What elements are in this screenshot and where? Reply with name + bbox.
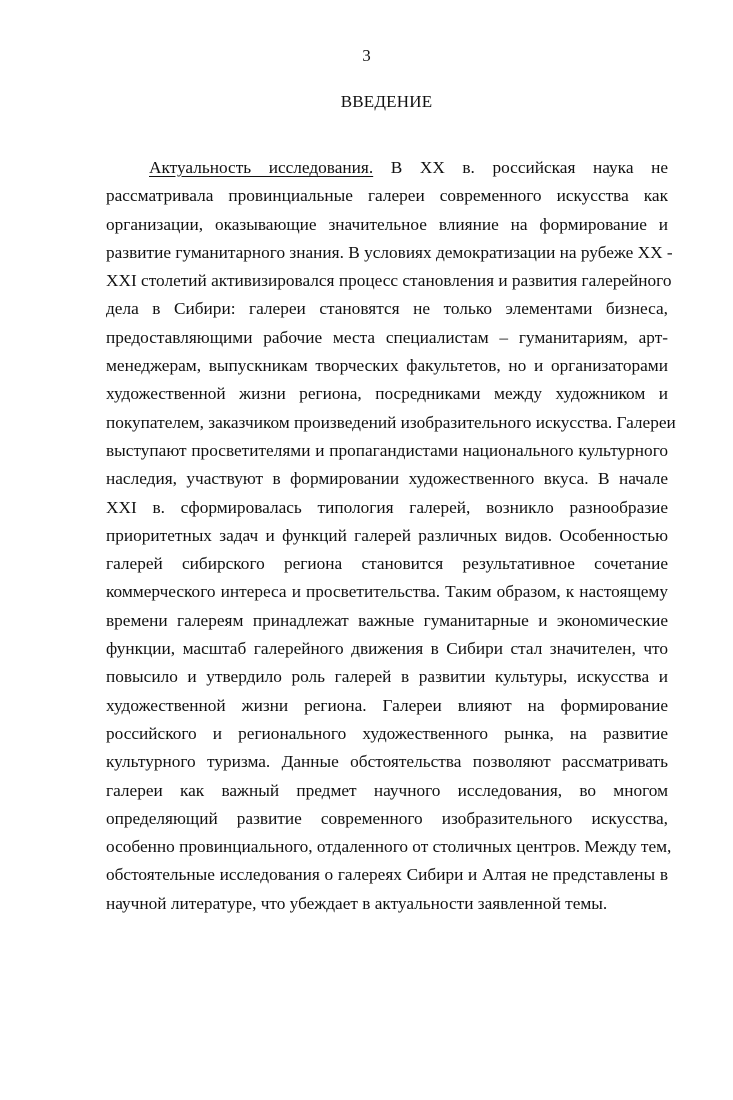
paragraph-line: художественной жизни региона, посредниками между художником и xyxy=(106,384,668,404)
paragraph-line: рассматривала провинциальные галереи современного искусства как xyxy=(106,186,668,206)
paragraph-line: особенно провинциального, отдаленного от столичных центров. Между тем, xyxy=(106,837,672,857)
page-number: 3 xyxy=(362,46,371,65)
paragraph-line: менеджерам, выпускникам творческих факультетов, но и организаторами xyxy=(106,356,668,376)
paragraph-line: организации, оказывающие значительное влияние на формирование и xyxy=(106,214,668,234)
paragraph-line: времени галереям принадлежат важные гуманитарные и экономические xyxy=(106,610,668,630)
paragraph-first-line-rest: В XX в. российская наука не xyxy=(373,158,668,177)
body-paragraph xyxy=(106,154,676,918)
paragraph-first-line xyxy=(106,154,668,182)
paragraph-line: выступают просветителями и пропагандистами национального культурного xyxy=(106,440,668,460)
paragraph-line: XXI в. сформировалась типология галерей, возникло разнообразие xyxy=(106,497,668,517)
paragraph-line: галереи как важный предмет научного исследования, во многом xyxy=(106,780,668,800)
paragraph-line: развитие гуманитарного знания. В условиях демократизации на рубеже XX - xyxy=(106,242,673,262)
paragraph-line: художественной жизни региона. Галереи влияют на формирование xyxy=(106,695,668,715)
paragraph-line: повысило и утвердило роль галерей в развитии культуры, искусства и xyxy=(106,667,668,687)
paragraph-line: покупателем, заказчиком произведений изобразительного искусства. Галереи xyxy=(106,412,676,432)
paragraph-line: дела в Сибири: галереи становятся не только элементами бизнеса, xyxy=(106,299,668,319)
paragraph-line: российского и регионального художественного рынка, на развитие xyxy=(106,723,668,743)
section-heading: ВВЕДЕНИЕ xyxy=(340,92,433,111)
paragraph-line: коммерческого интереса и просветительства. Таким образом, к настоящему xyxy=(106,582,668,602)
paragraph-line: функции, масштаб галерейного движения в Сибири стал значителен, что xyxy=(106,639,668,659)
paragraph-line: приоритетных задач и функций галерей различных видов. Особенностью xyxy=(106,525,668,545)
relevance-lead: Актуальность исследования. xyxy=(149,158,374,177)
paragraph-last-line: научной литературе, что убеждает в актуальности заявленной темы. xyxy=(106,893,608,913)
paragraph-line: обстоятельные исследования о галереях Сибири и Алтая не представлены в xyxy=(106,865,668,885)
paragraph-line: предоставляющими рабочие места специалистам – гуманитариям, арт- xyxy=(106,327,668,347)
paragraph-line: культурного туризма. Данные обстоятельства позволяют рассматривать xyxy=(106,752,668,772)
paragraph-line: галерей сибирского региона становится результативное сочетание xyxy=(106,554,668,574)
paragraph-line: наследия, участвуют в формировании художественного вкуса. В начале xyxy=(106,469,668,489)
paragraph-line: определяющий развитие современного изобразительного искусства, xyxy=(106,808,668,828)
paragraph-line: XXI столетий активизировался процесс становления и развития галерейного xyxy=(106,271,672,291)
